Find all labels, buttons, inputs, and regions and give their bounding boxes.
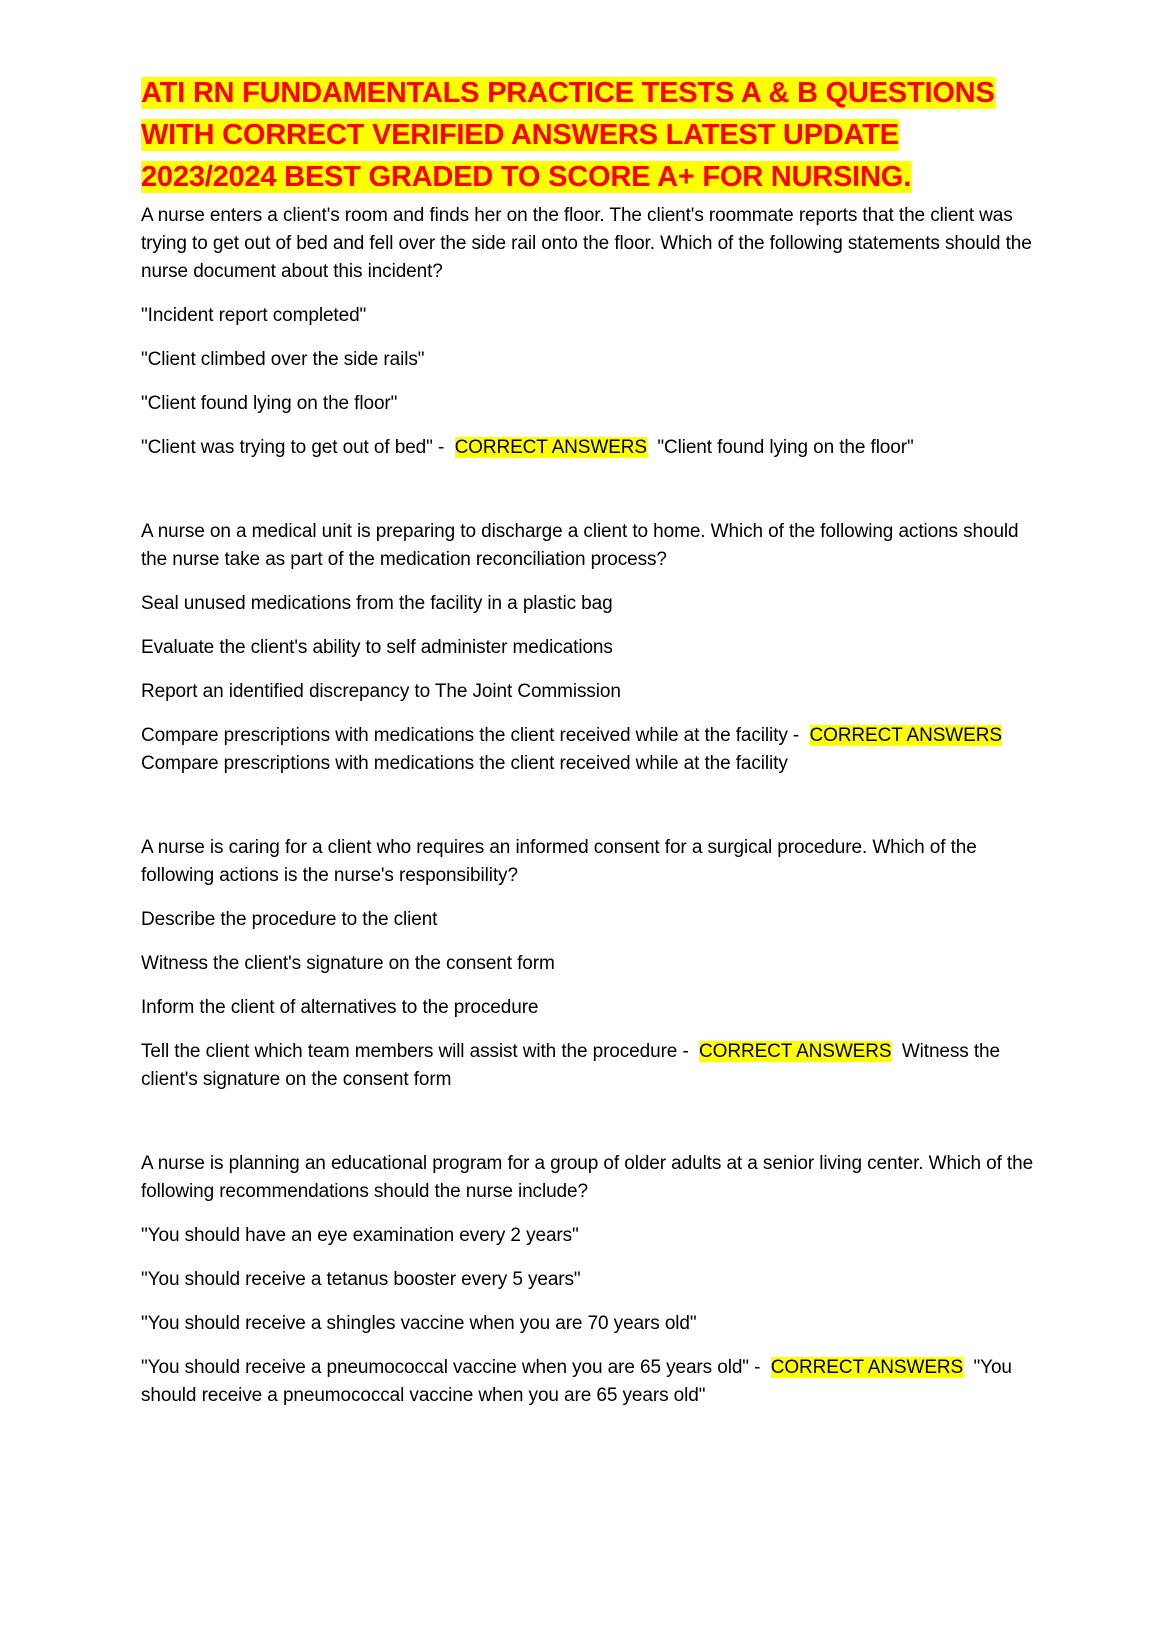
question-3 — [141, 834, 1041, 1094]
option-with-answer — [141, 434, 1041, 462]
option-text: "Client was trying to get out of bed" - — [141, 437, 445, 458]
question-1 — [141, 202, 1041, 462]
answer-text: Witness the client's signature on the consent form — [141, 1041, 1000, 1090]
option: Inform the client of alternatives to the procedure — [141, 997, 539, 1018]
option: "Incident report completed" — [141, 305, 367, 326]
title-highlight: ATI RN FUNDAMENTALS PRACTICE TESTS A & B QUESTIONS WITH CORRECT VERIFIED ANSWERS LATEST UPDATE 2023/2024 BEST GRADED TO SCORE A+ FOR NURSING. — [141, 77, 995, 193]
question-text: A nurse enters a client's room and finds her on the floor. The client's roommate reports that the client was trying to get out of bed and fell over the side rail onto the floor. Which of the following statements should the nurse document about this incident? — [141, 205, 1032, 282]
option: Report an identified discrepancy to The Joint Commission — [141, 681, 621, 702]
option: "Client found lying on the floor" — [141, 393, 398, 414]
question-2 — [141, 518, 1041, 778]
option: Witness the client's signature on the consent form — [141, 953, 555, 974]
question-text: A nurse is caring for a client who requires an informed consent for a surgical procedure. Which of the following actions is the nurse's responsibility? — [141, 837, 977, 886]
option: Describe the procedure to the client — [141, 909, 438, 930]
option-text: Compare prescriptions with medications the client received while at the facility - — [141, 725, 800, 746]
option-text: "You should receive a pneumococcal vaccine when you are 65 years old" - — [141, 1357, 761, 1378]
correct-answers-tag: CORRECT ANSWERS — [454, 437, 647, 458]
correct-answers-tag: CORRECT ANSWERS — [699, 1041, 892, 1062]
option-with-answer — [141, 1038, 1041, 1094]
question-4 — [141, 1150, 1041, 1410]
option: "You should receive a tetanus booster every 5 years" — [141, 1269, 581, 1290]
document-title — [141, 72, 1041, 198]
option: "Client climbed over the side rails" — [141, 349, 425, 370]
correct-answers-tag: CORRECT ANSWERS — [809, 725, 1002, 746]
answer-text: Compare prescriptions with medications the client received while at the facility — [141, 753, 788, 774]
option: "You should have an eye examination every 2 years" — [141, 1225, 579, 1246]
question-text: A nurse is planning an educational program for a group of older adults at a senior living center. Which of the following recommendations should the nurse include? — [141, 1153, 1034, 1202]
question-text: A nurse on a medical unit is preparing to discharge a client to home. Which of the following actions should the nurse take as part of the medication reconciliation process? — [141, 521, 1019, 570]
correct-answers-tag: CORRECT ANSWERS — [770, 1357, 964, 1378]
option: Seal unused medications from the facility in a plastic bag — [141, 593, 613, 614]
option: "You should receive a shingles vaccine when you are 70 years old" — [141, 1313, 697, 1334]
option-text: Tell the client which team members will assist with the procedure - — [141, 1041, 689, 1062]
option-with-answer — [141, 1354, 1041, 1410]
option: Evaluate the client's ability to self administer medications — [141, 637, 613, 658]
document-page — [141, 72, 1041, 1466]
answer-text: "Client found lying on the floor" — [657, 437, 914, 458]
answer-text: "You should receive a pneumococcal vaccine when you are 65 years old" — [141, 1357, 1012, 1406]
option-with-answer — [141, 722, 1041, 778]
